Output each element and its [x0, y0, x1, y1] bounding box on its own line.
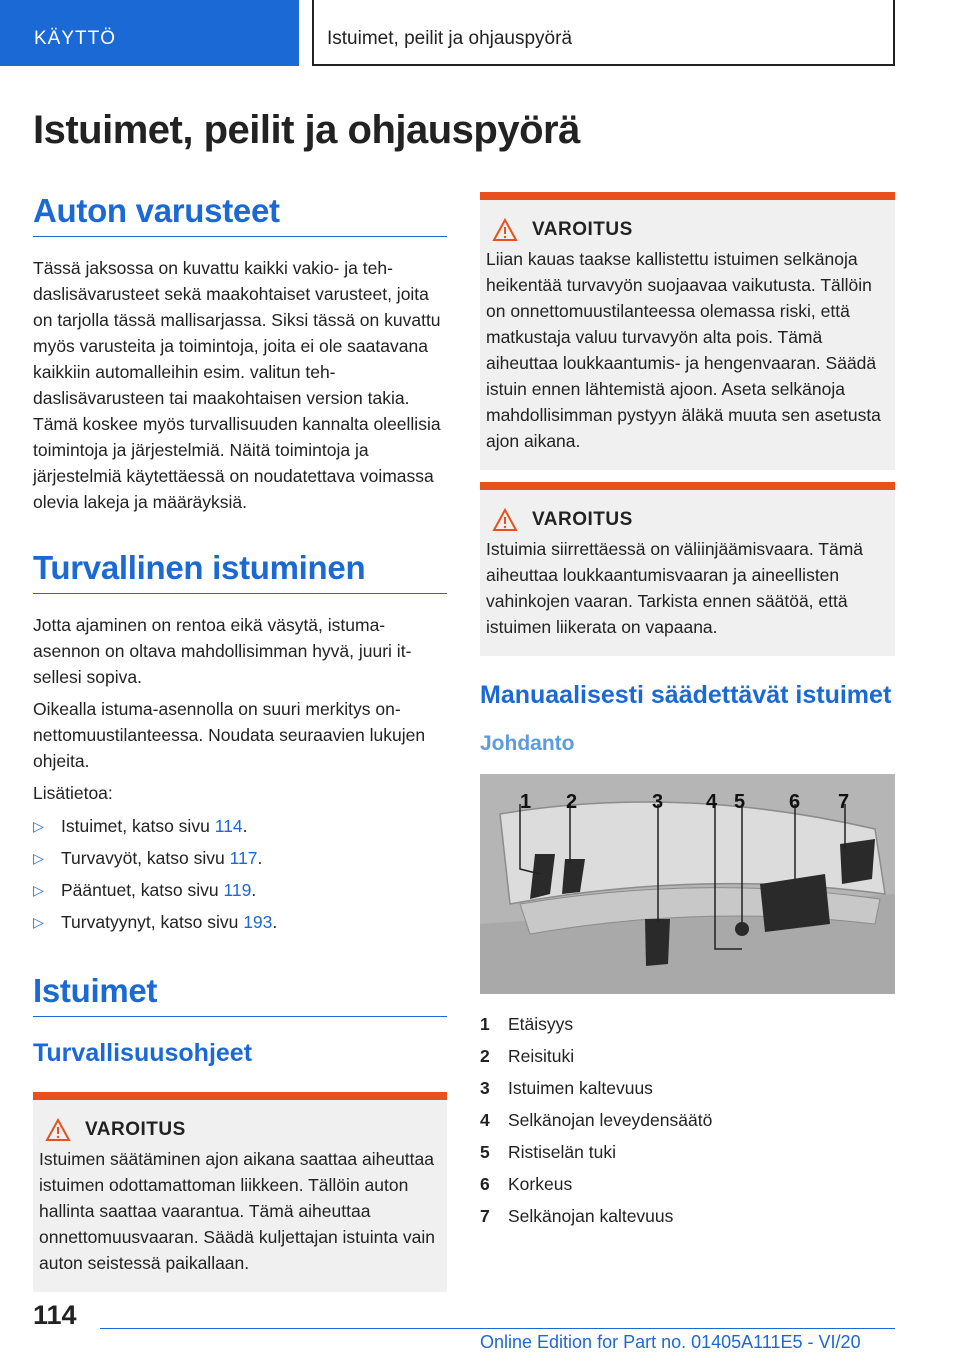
- legend-item: 6 Korkeus: [480, 1174, 573, 1194]
- link-list: [33, 810, 447, 938]
- figure-label-1: 1: [520, 791, 532, 813]
- page-link[interactable]: 117: [229, 848, 258, 868]
- list-item: ▷ Istuimet, katso sivu 114 .: [33, 810, 447, 842]
- page-link[interactable]: 119: [223, 880, 252, 900]
- page-title: Istuimet, peilit ja ohjauspyörä: [33, 108, 580, 152]
- paragraph: Tässä jaksossa on kuvattu kaikki vakio- ja tehdaslisävarusteet sekä maakohtaiset varusteet, joita on tarjolla tässä mallisarjassa. Siksi tässä on kuvattu myös varusteita ja toimintoja, joita ei ole saatavana kaikkiin automalleihin esim. valitun tehdaslisävarusteen tai maakohtaisen version takia. Tämä koskee myös turvallisuuden kannalta oleellisia toimintoja ja järjestelmiä. Näitä toimintoja ja järjestelmiä käytettäessä on noudatettava voimassa olevia lakeja ja määräyksiä.: [33, 258, 441, 512]
- seat-drawing: [480, 774, 895, 994]
- edition-note: Online Edition for Part no. 01405A111E5 - VI/20: [480, 1332, 861, 1352]
- warning-triangle-icon: [492, 218, 518, 242]
- page-link[interactable]: 193: [243, 912, 273, 932]
- legend-item: 7 Selkänojan kaltevuus: [480, 1206, 674, 1226]
- section-heading-istuimet: Istuimet: [33, 972, 447, 1017]
- legend-item: 5 Ristiselän tuki: [480, 1142, 616, 1162]
- list-item: ▷ Pääntuet, katso sivu 119 .: [33, 874, 447, 906]
- figure-label-7: 7: [838, 791, 850, 813]
- subheading-turvallisuusohjeet: Turvallisuusohjeet: [33, 1039, 253, 1067]
- figure-label-6: 6: [789, 791, 801, 813]
- warning-box: [480, 192, 895, 470]
- warning-title: VAROITUS: [532, 509, 633, 530]
- figure-label-4: 4: [706, 791, 718, 813]
- right-column: [480, 192, 895, 1232]
- warning-text: Istuimen säätäminen ajon aikana saattaa aiheuttaa istuimen odottamattoman liikkeen. Tällöin auton hallinta saattaa vaarantua. Tämä aiheuttaa onnettomuusvaaran. Säädä kuljettajan istuinta vain auton seistessä paikallaan.: [39, 1149, 435, 1273]
- paragraph: Oikealla istuma-asennolla on suuri merkitys onnettomuustilanteessa. Noudata seuraavien lukujen ohjeita.: [33, 699, 426, 771]
- triangle-bullet-icon: ▷: [33, 914, 44, 930]
- triangle-bullet-icon: ▷: [33, 850, 44, 866]
- list-item: ▷ Turvavyöt, katso sivu 117 .: [33, 842, 447, 874]
- legend-item: 3 Istuimen kaltevuus: [480, 1078, 653, 1098]
- warning-text: Liian kauas taakse kallistettu istuimen selkänoja heikentää turvavyön suojaavaa vaikutusta. Tällöin on onnettomuustilanteessa olemassa riski, että matkustaja valuu turvavyön alta pois. Tämä aiheuttaa loukkaantumis- ja hengenvaaran. Säädä istuin ennen lähtemistä ajoon. Aseta selkänoja mahdollisimman pystyyn äläkä muuta sen asetusta ajon aikana.: [486, 249, 881, 451]
- warning-text: Istuimia siirrettäessä on väliinjäämisvaara. Tämä aiheuttaa loukkaantumisvaaran ja aineellisten vahinkojen vaaran. Tarkista ennen säätöä, että istuimen liikerata on vapaana.: [486, 539, 864, 637]
- warning-box: [480, 482, 895, 656]
- seat-controls-illustration: [480, 774, 895, 994]
- legend-item: 4 Selkänojan leveydensäätö: [480, 1110, 713, 1130]
- warning-title: VAROITUS: [532, 219, 633, 240]
- subheading-manuaalisesti-saadettavat: Manuaalisesti säädettävät istuimet: [480, 681, 892, 709]
- warning-triangle-icon: [492, 508, 518, 532]
- triangle-bullet-icon: ▷: [33, 818, 44, 834]
- figure-label-5: 5: [734, 791, 746, 813]
- figure-label-2: 2: [566, 791, 578, 813]
- triangle-bullet-icon: ▷: [33, 882, 44, 898]
- left-column: [33, 192, 447, 1292]
- legend-item: 2 Reisituki: [480, 1046, 575, 1066]
- page-link[interactable]: 114: [214, 816, 243, 836]
- warning-title: VAROITUS: [85, 1119, 186, 1140]
- warning-triangle-icon: [45, 1118, 71, 1142]
- breadcrumb-label: Istuimet, peilit ja ohjauspyörä: [327, 28, 573, 49]
- paragraph: Jotta ajaminen on rentoa eikä väsytä, istuma-asennon on oltava mahdollisimman hyvä, juuri itsellesi sopiva.: [33, 615, 412, 687]
- page-number: 114: [33, 1300, 77, 1330]
- breadcrumb: [312, 0, 895, 66]
- warning-box: [33, 1092, 447, 1292]
- footer-divider: [100, 1328, 895, 1329]
- figure-legend: [480, 1008, 895, 1232]
- section-heading-turvallinen-istuminen: Turvallinen istuminen: [33, 549, 447, 594]
- legend-item: 1 Etäisyys: [480, 1014, 574, 1034]
- list-item: ▷ Turvatyynyt, katso sivu 193 .: [33, 906, 447, 938]
- section-heading-auton-varusteet: Auton varusteet: [33, 192, 447, 237]
- section-tab: [0, 0, 299, 66]
- figure-label-3: 3: [652, 791, 664, 813]
- section-label: KÄYTTÖ: [34, 28, 117, 49]
- subheading-johdanto: Johdanto: [480, 732, 575, 755]
- more-info-label: Lisätietoa:: [33, 783, 113, 803]
